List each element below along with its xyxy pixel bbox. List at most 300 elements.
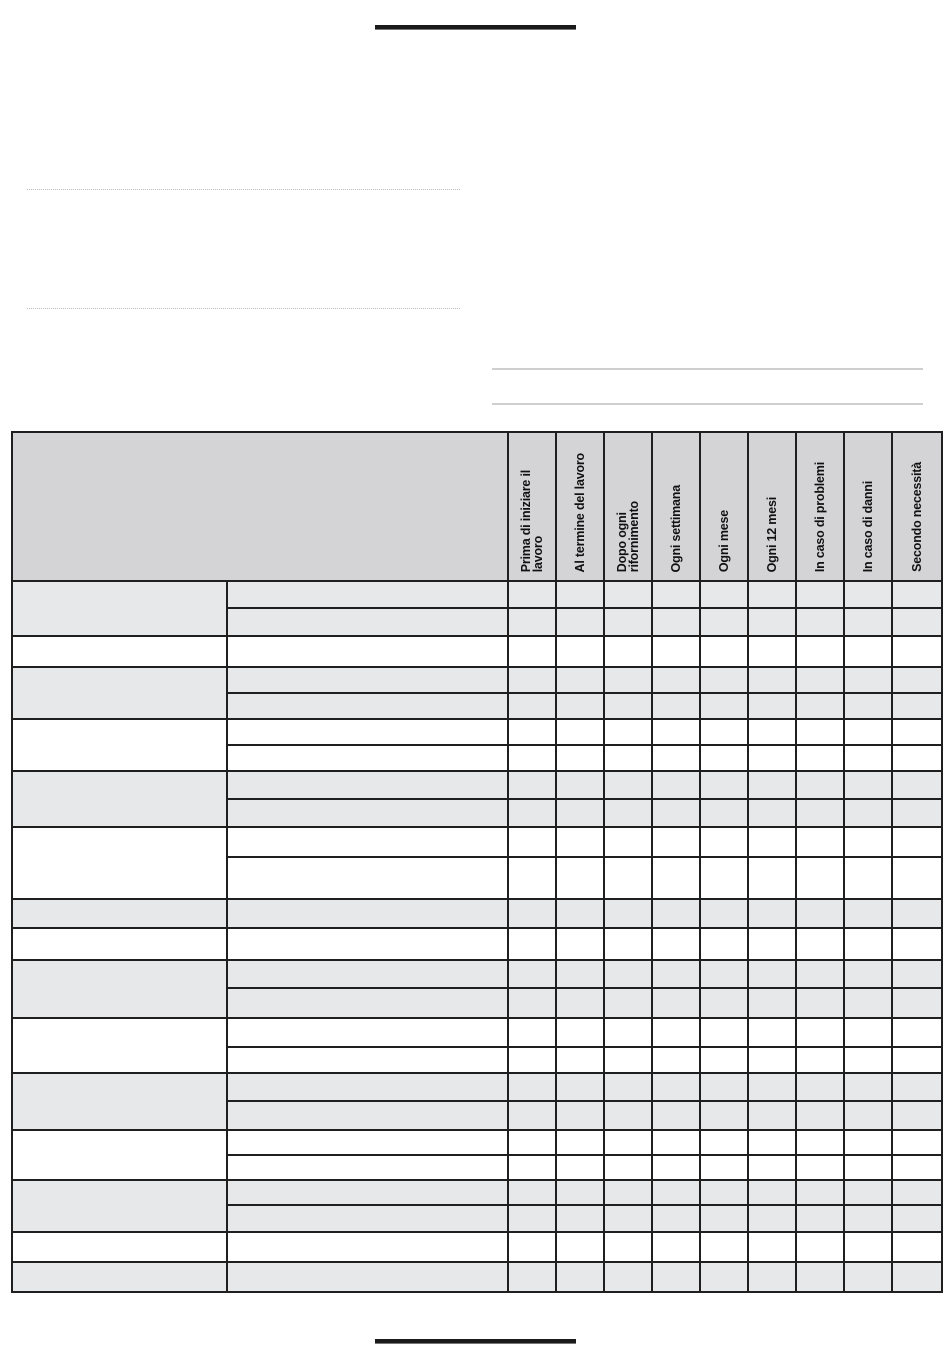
frequency-cell [844, 799, 892, 827]
frequency-cell [796, 636, 844, 667]
action-cell [227, 1232, 508, 1262]
frequency-cell [604, 988, 652, 1018]
frequency-cell [652, 928, 700, 960]
frequency-cell [604, 608, 652, 636]
frequency-cell [556, 1101, 604, 1130]
frequency-cell [892, 857, 942, 899]
frequency-cell [556, 1018, 604, 1047]
frequency-cell [892, 1180, 942, 1205]
header-freq-4 [700, 432, 748, 581]
frequency-cell [508, 857, 556, 899]
table-row [12, 827, 942, 857]
component-cell [12, 1232, 227, 1262]
frequency-cell [508, 899, 556, 928]
table-row [12, 1130, 942, 1155]
frequency-cell [748, 1073, 796, 1101]
frequency-cell [604, 745, 652, 771]
frequency-cell [796, 581, 844, 608]
frequency-cell [796, 899, 844, 928]
frequency-cell [604, 1018, 652, 1047]
action-cell [227, 581, 508, 608]
frequency-cell [844, 928, 892, 960]
frequency-cell [652, 1205, 700, 1232]
frequency-cell [556, 1155, 604, 1180]
header-freq-3 [652, 432, 700, 581]
frequency-cell [748, 1262, 796, 1292]
frequency-cell [604, 928, 652, 960]
frequency-cell [796, 928, 844, 960]
frequency-cell [508, 1262, 556, 1292]
frequency-cell [556, 771, 604, 799]
frequency-cell [700, 1262, 748, 1292]
frequency-cell [700, 771, 748, 799]
frequency-cell [508, 1073, 556, 1101]
frequency-cell [508, 1101, 556, 1130]
frequency-cell [700, 1205, 748, 1232]
table-row [12, 1180, 942, 1205]
frequency-cell [508, 928, 556, 960]
frequency-cell [700, 1101, 748, 1130]
component-cell [12, 667, 227, 719]
frequency-cell [892, 988, 942, 1018]
frequency-cell [604, 667, 652, 693]
frequency-cell [796, 960, 844, 988]
frequency-cell [604, 693, 652, 719]
frequency-cell [844, 1047, 892, 1073]
frequency-cell [892, 1101, 942, 1130]
frequency-cell [844, 636, 892, 667]
frequency-cell [844, 745, 892, 771]
frequency-cell [700, 899, 748, 928]
frequency-cell [844, 1130, 892, 1155]
frequency-cell [748, 1205, 796, 1232]
component-cell [12, 1073, 227, 1130]
frequency-cell [844, 899, 892, 928]
header-freq-label: In caso di danni [861, 480, 875, 572]
action-cell [227, 693, 508, 719]
frequency-cell [796, 719, 844, 745]
frequency-cell [652, 1073, 700, 1101]
frequency-cell [892, 1232, 942, 1262]
component-cell [12, 827, 227, 899]
frequency-cell [556, 636, 604, 667]
frequency-cell [796, 799, 844, 827]
frequency-cell [748, 827, 796, 857]
action-cell [227, 1101, 508, 1130]
frequency-cell [748, 857, 796, 899]
action-cell [227, 857, 508, 899]
table-row [12, 960, 942, 988]
frequency-cell [700, 1018, 748, 1047]
frequency-cell [700, 960, 748, 988]
frequency-cell [652, 719, 700, 745]
frequency-cell [748, 1180, 796, 1205]
action-cell [227, 608, 508, 636]
frequency-cell [844, 857, 892, 899]
maintenance-schedule-table [11, 431, 943, 1293]
header-freq-1 [556, 432, 604, 581]
frequency-cell [652, 1101, 700, 1130]
frequency-cell [556, 608, 604, 636]
frequency-cell [748, 719, 796, 745]
frequency-cell [652, 799, 700, 827]
frequency-cell [892, 667, 942, 693]
frequency-cell [652, 667, 700, 693]
frequency-cell [652, 1155, 700, 1180]
header-component-cell [12, 432, 508, 581]
frequency-cell [556, 827, 604, 857]
frequency-cell [748, 988, 796, 1018]
frequency-cell [748, 1232, 796, 1262]
component-cell [12, 636, 227, 667]
table-row [12, 899, 942, 928]
table-header-row [12, 432, 942, 581]
frequency-cell [748, 799, 796, 827]
frequency-cell [844, 581, 892, 608]
frequency-cell [652, 1180, 700, 1205]
frequency-cell [604, 1262, 652, 1292]
frequency-cell [796, 771, 844, 799]
table-body [12, 581, 942, 1292]
header-freq-8 [892, 432, 942, 581]
frequency-cell [892, 899, 942, 928]
frequency-cell [556, 1205, 604, 1232]
frequency-cell [604, 1073, 652, 1101]
action-cell [227, 771, 508, 799]
frequency-cell [652, 857, 700, 899]
frequency-cell [700, 667, 748, 693]
component-cell [12, 1130, 227, 1180]
frequency-cell [844, 1205, 892, 1232]
dotted-separator-1 [27, 189, 460, 190]
frequency-cell [700, 928, 748, 960]
frequency-cell [652, 960, 700, 988]
frequency-cell [652, 771, 700, 799]
frequency-cell [844, 693, 892, 719]
frequency-cell [892, 636, 942, 667]
frequency-cell [892, 928, 942, 960]
frequency-cell [604, 719, 652, 745]
frequency-cell [796, 667, 844, 693]
frequency-cell [748, 745, 796, 771]
frequency-cell [604, 1180, 652, 1205]
frequency-cell [748, 608, 796, 636]
frequency-cell [652, 1232, 700, 1262]
frequency-cell [604, 1130, 652, 1155]
dotted-separator-2 [27, 308, 460, 309]
frequency-cell [892, 771, 942, 799]
frequency-cell [652, 608, 700, 636]
frequency-cell [700, 636, 748, 667]
frequency-cell [892, 1130, 942, 1155]
frequency-cell [844, 1262, 892, 1292]
action-cell [227, 799, 508, 827]
header-freq-7 [844, 432, 892, 581]
frequency-cell [604, 960, 652, 988]
frequency-cell [796, 1155, 844, 1180]
frequency-cell [892, 1073, 942, 1101]
action-cell [227, 1155, 508, 1180]
component-cell [12, 1018, 227, 1073]
frequency-cell [556, 1232, 604, 1262]
frequency-cell [556, 928, 604, 960]
frequency-cell [556, 799, 604, 827]
frequency-cell [844, 719, 892, 745]
frequency-cell [796, 608, 844, 636]
frequency-cell [508, 745, 556, 771]
header-freq-6 [796, 432, 844, 581]
frequency-cell [844, 827, 892, 857]
frequency-cell [652, 988, 700, 1018]
frequency-cell [700, 719, 748, 745]
frequency-cell [748, 960, 796, 988]
frequency-cell [796, 1018, 844, 1047]
frequency-cell [844, 960, 892, 988]
frequency-cell [556, 1130, 604, 1155]
frequency-cell [892, 827, 942, 857]
frequency-cell [844, 667, 892, 693]
action-cell [227, 1262, 508, 1292]
component-cell [12, 899, 227, 928]
frequency-cell [604, 857, 652, 899]
frequency-cell [508, 581, 556, 608]
table-row [12, 1018, 942, 1047]
frequency-cell [508, 988, 556, 1018]
frequency-cell [556, 581, 604, 608]
frequency-cell [844, 1018, 892, 1047]
frequency-cell [700, 1155, 748, 1180]
frequency-cell [508, 667, 556, 693]
action-cell [227, 667, 508, 693]
frequency-cell [748, 1130, 796, 1155]
grey-rule-1 [492, 368, 923, 370]
frequency-cell [508, 1155, 556, 1180]
frequency-cell [892, 745, 942, 771]
frequency-cell [604, 771, 652, 799]
frequency-cell [652, 745, 700, 771]
frequency-cell [652, 1262, 700, 1292]
header-freq-label: Al termine del lavoro [573, 452, 587, 572]
frequency-cell [748, 1047, 796, 1073]
frequency-cell [556, 667, 604, 693]
frequency-cell [892, 1047, 942, 1073]
frequency-cell [796, 1101, 844, 1130]
frequency-cell [796, 1130, 844, 1155]
frequency-cell [844, 771, 892, 799]
action-cell [227, 1073, 508, 1101]
header-freq-label: Ogni settimana [669, 484, 683, 572]
frequency-cell [796, 988, 844, 1018]
frequency-cell [892, 719, 942, 745]
frequency-cell [652, 1130, 700, 1155]
frequency-cell [508, 799, 556, 827]
top-page-rule [375, 25, 576, 30]
header-freq-5 [748, 432, 796, 581]
action-cell [227, 1130, 508, 1155]
frequency-cell [700, 581, 748, 608]
frequency-cell [700, 1073, 748, 1101]
frequency-cell [508, 1205, 556, 1232]
component-cell [12, 928, 227, 960]
frequency-cell [556, 899, 604, 928]
frequency-cell [796, 857, 844, 899]
frequency-cell [844, 1101, 892, 1130]
frequency-cell [508, 636, 556, 667]
frequency-cell [700, 988, 748, 1018]
frequency-cell [652, 581, 700, 608]
frequency-cell [796, 1232, 844, 1262]
frequency-cell [796, 745, 844, 771]
frequency-cell [556, 745, 604, 771]
frequency-cell [700, 693, 748, 719]
header-freq-label: Dopo ogni rifornimento [615, 500, 641, 572]
frequency-cell [748, 693, 796, 719]
header-freq-label: In caso di problemi [813, 461, 827, 572]
component-cell [12, 1262, 227, 1292]
frequency-cell [892, 1018, 942, 1047]
frequency-cell [844, 1155, 892, 1180]
action-cell [227, 1205, 508, 1232]
frequency-cell [508, 719, 556, 745]
frequency-cell [892, 1262, 942, 1292]
frequency-cell [748, 899, 796, 928]
frequency-cell [556, 960, 604, 988]
frequency-cell [892, 1205, 942, 1232]
component-cell [12, 581, 227, 636]
frequency-cell [844, 608, 892, 636]
table-row [12, 1232, 942, 1262]
action-cell [227, 1047, 508, 1073]
frequency-cell [892, 608, 942, 636]
frequency-cell [652, 1047, 700, 1073]
frequency-cell [748, 667, 796, 693]
frequency-cell [604, 799, 652, 827]
frequency-cell [604, 1205, 652, 1232]
frequency-cell [604, 636, 652, 667]
frequency-cell [748, 1101, 796, 1130]
action-cell [227, 928, 508, 960]
frequency-cell [748, 771, 796, 799]
action-cell [227, 960, 508, 988]
frequency-cell [556, 1262, 604, 1292]
frequency-cell [508, 693, 556, 719]
frequency-cell [508, 1130, 556, 1155]
frequency-cell [844, 1180, 892, 1205]
frequency-cell [508, 1047, 556, 1073]
frequency-cell [796, 693, 844, 719]
frequency-cell [652, 899, 700, 928]
action-cell [227, 899, 508, 928]
frequency-cell [748, 581, 796, 608]
frequency-cell [796, 1205, 844, 1232]
frequency-cell [556, 988, 604, 1018]
table-row [12, 719, 942, 745]
component-cell [12, 771, 227, 827]
frequency-cell [700, 608, 748, 636]
frequency-cell [748, 1155, 796, 1180]
header-freq-0 [508, 432, 556, 581]
frequency-cell [892, 693, 942, 719]
table-row [12, 928, 942, 960]
bottom-page-rule [375, 1339, 576, 1344]
header-freq-2 [604, 432, 652, 581]
frequency-cell [604, 1047, 652, 1073]
frequency-cell [604, 1232, 652, 1262]
action-cell [227, 745, 508, 771]
frequency-cell [700, 827, 748, 857]
header-freq-label: Ogni 12 mesi [765, 496, 779, 572]
action-cell [227, 636, 508, 667]
frequency-cell [748, 1018, 796, 1047]
frequency-cell [556, 693, 604, 719]
component-cell [12, 719, 227, 771]
frequency-cell [700, 857, 748, 899]
frequency-cell [652, 693, 700, 719]
frequency-cell [508, 1018, 556, 1047]
header-freq-label: Secondo necessità [910, 462, 924, 572]
component-cell [12, 1180, 227, 1232]
frequency-cell [748, 928, 796, 960]
frequency-cell [700, 1047, 748, 1073]
frequency-cell [652, 827, 700, 857]
table-row [12, 581, 942, 608]
action-cell [227, 719, 508, 745]
frequency-cell [556, 719, 604, 745]
action-cell [227, 1018, 508, 1047]
frequency-cell [892, 960, 942, 988]
frequency-cell [508, 771, 556, 799]
frequency-cell [604, 899, 652, 928]
frequency-cell [508, 827, 556, 857]
action-cell [227, 827, 508, 857]
frequency-cell [796, 1262, 844, 1292]
frequency-cell [508, 608, 556, 636]
table-row [12, 636, 942, 667]
frequency-cell [892, 581, 942, 608]
action-cell [227, 988, 508, 1018]
frequency-cell [844, 988, 892, 1018]
component-cell [12, 960, 227, 1018]
frequency-cell [796, 1047, 844, 1073]
frequency-cell [892, 799, 942, 827]
table-row [12, 667, 942, 693]
frequency-cell [556, 1073, 604, 1101]
frequency-cell [508, 960, 556, 988]
frequency-cell [700, 1232, 748, 1262]
frequency-cell [844, 1232, 892, 1262]
frequency-cell [844, 1073, 892, 1101]
frequency-cell [556, 1047, 604, 1073]
frequency-cell [700, 799, 748, 827]
header-freq-label: Prima di iniziare il lavoro [519, 469, 545, 572]
frequency-cell [892, 1155, 942, 1180]
frequency-cell [796, 1180, 844, 1205]
frequency-cell [796, 1073, 844, 1101]
frequency-cell [652, 636, 700, 667]
frequency-cell [604, 581, 652, 608]
table-row [12, 771, 942, 799]
frequency-cell [700, 1180, 748, 1205]
frequency-cell [700, 745, 748, 771]
frequency-cell [604, 1155, 652, 1180]
action-cell [227, 1180, 508, 1205]
table-row [12, 1073, 942, 1101]
header-freq-label: Ogni mese [717, 509, 731, 572]
frequency-cell [556, 1180, 604, 1205]
grey-rule-2 [492, 403, 923, 405]
frequency-cell [508, 1180, 556, 1205]
frequency-cell [700, 1130, 748, 1155]
